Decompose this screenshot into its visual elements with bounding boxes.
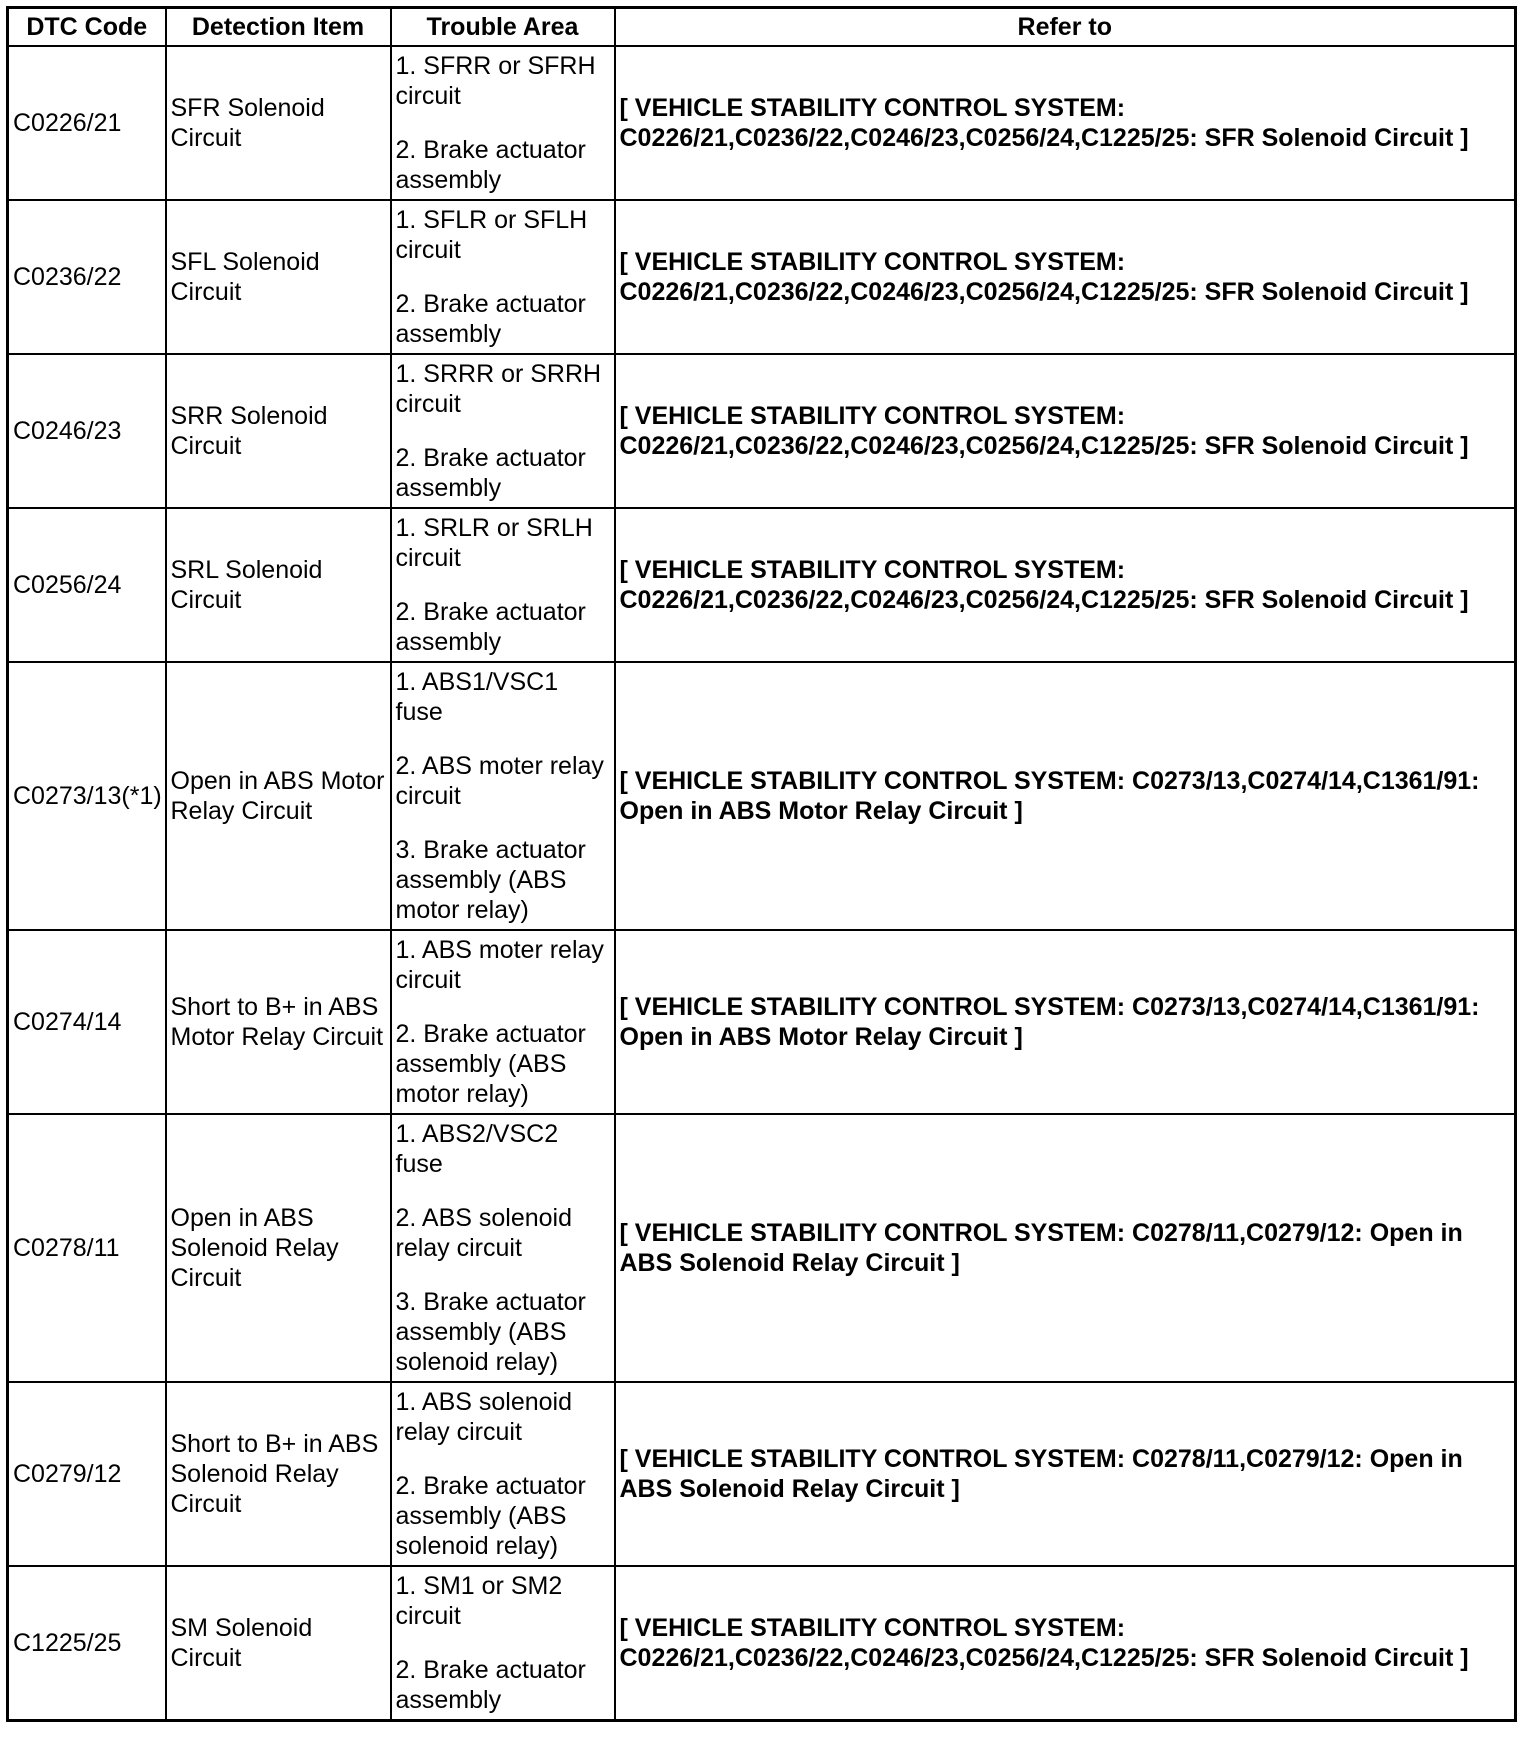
trouble-area-list [396, 667, 610, 925]
trouble-area-list [396, 935, 610, 1109]
header-trouble-area: Trouble Area [391, 8, 615, 47]
refer-to-cell: [ VEHICLE STABILITY CONTROL SYSTEM: C0226/21,C0236/22,C0246/23,C0256/24,C1225/25: SFR Solenoid Circuit ] [615, 508, 1516, 662]
table-row [8, 1382, 1516, 1566]
trouble-area-list [396, 1119, 610, 1377]
trouble-area-list [396, 51, 610, 195]
trouble-area-cell [391, 662, 615, 930]
trouble-area-item: 1. SRRR or SRRH circuit [395, 360, 602, 418]
refer-to-cell: [ VEHICLE STABILITY CONTROL SYSTEM: C0226/21,C0236/22,C0246/23,C0256/24,C1225/25: SFR Solenoid Circuit ] [615, 354, 1516, 508]
trouble-area-item: 2. ABS solenoid relay circuit [395, 1204, 573, 1262]
detection-item-cell: Short to B+ in ABS Solenoid Relay Circuit [166, 1382, 391, 1566]
dtc-code-cell: C0236/22 [8, 200, 166, 354]
trouble-area-item: 2. Brake actuator assembly (ABS motor relay) [395, 1020, 586, 1108]
trouble-area-cell [391, 930, 615, 1114]
table-row [8, 1114, 1516, 1382]
table-body [8, 46, 1516, 1721]
trouble-area-cell [391, 508, 615, 662]
dtc-table [6, 6, 1517, 1722]
refer-to-cell: [ VEHICLE STABILITY CONTROL SYSTEM: C0273/13,C0274/14,C1361/91: Open in ABS Motor Relay Circuit ] [615, 662, 1516, 930]
trouble-area-item: 1. SFRR or SFRH circuit [395, 52, 596, 110]
refer-to-cell: [ VEHICLE STABILITY CONTROL SYSTEM: C0278/11,C0279/12: Open in ABS Solenoid Relay Circuit ] [615, 1114, 1516, 1382]
detection-item-cell: Short to B+ in ABS Motor Relay Circuit [166, 930, 391, 1114]
trouble-area-item: 2. Brake actuator assembly [395, 136, 586, 194]
table-row [8, 508, 1516, 662]
trouble-area-item: 2. ABS moter relay circuit [395, 752, 604, 810]
trouble-area-list [396, 513, 610, 657]
table-row [8, 46, 1516, 200]
trouble-area-cell [391, 1566, 615, 1721]
detection-item-cell: SM Solenoid Circuit [166, 1566, 391, 1721]
trouble-area-item: 1. ABS2/VSC2 fuse [395, 1120, 559, 1178]
dtc-code-cell: C1225/25 [8, 1566, 166, 1721]
table-row [8, 200, 1516, 354]
trouble-area-list [396, 359, 610, 503]
refer-to-cell: [ VEHICLE STABILITY CONTROL SYSTEM: C0273/13,C0274/14,C1361/91: Open in ABS Motor Relay Circuit ] [615, 930, 1516, 1114]
trouble-area-item: 1. ABS solenoid relay circuit [395, 1388, 573, 1446]
trouble-area-item: 3. Brake actuator assembly (ABS solenoid relay) [395, 1288, 586, 1376]
trouble-area-cell [391, 354, 615, 508]
header-refer-to: Refer to [615, 8, 1516, 47]
dtc-code-cell: C0273/13(*1) [8, 662, 166, 930]
detection-item-cell: SFR Solenoid Circuit [166, 46, 391, 200]
trouble-area-item: 1. SM1 or SM2 circuit [395, 1572, 563, 1630]
dtc-code-cell: C0226/21 [8, 46, 166, 200]
trouble-area-item: 2. Brake actuator assembly (ABS solenoid relay) [395, 1472, 586, 1560]
refer-to-cell: [ VEHICLE STABILITY CONTROL SYSTEM: C0226/21,C0236/22,C0246/23,C0256/24,C1225/25: SFR Solenoid Circuit ] [615, 200, 1516, 354]
detection-item-cell: SRR Solenoid Circuit [166, 354, 391, 508]
trouble-area-cell [391, 1382, 615, 1566]
detection-item-cell: Open in ABS Solenoid Relay Circuit [166, 1114, 391, 1382]
trouble-area-item: 1. SFLR or SFLH circuit [395, 206, 588, 264]
detection-item-cell: Open in ABS Motor Relay Circuit [166, 662, 391, 930]
header-dtc-code: DTC Code [8, 8, 166, 47]
table-row [8, 930, 1516, 1114]
dtc-code-cell: C0279/12 [8, 1382, 166, 1566]
dtc-code-cell: C0246/23 [8, 354, 166, 508]
refer-to-cell: [ VEHICLE STABILITY CONTROL SYSTEM: C0278/11,C0279/12: Open in ABS Solenoid Relay Circuit ] [615, 1382, 1516, 1566]
dtc-code-cell: C0278/11 [8, 1114, 166, 1382]
table-header [8, 8, 1516, 47]
trouble-area-item: 2. Brake actuator assembly [395, 598, 586, 656]
refer-to-cell: [ VEHICLE STABILITY CONTROL SYSTEM: C0226/21,C0236/22,C0246/23,C0256/24,C1225/25: SFR Solenoid Circuit ] [615, 1566, 1516, 1721]
dtc-code-cell: C0256/24 [8, 508, 166, 662]
trouble-area-item: 2. Brake actuator assembly [395, 290, 586, 348]
trouble-area-item: 2. Brake actuator assembly [395, 1656, 586, 1714]
trouble-area-list [396, 1571, 610, 1715]
trouble-area-item: 2. Brake actuator assembly [395, 444, 586, 502]
trouble-area-item: 1. ABS moter relay circuit [395, 936, 604, 994]
trouble-area-cell [391, 1114, 615, 1382]
table-row [8, 662, 1516, 930]
trouble-area-cell [391, 46, 615, 200]
refer-to-cell: [ VEHICLE STABILITY CONTROL SYSTEM: C0226/21,C0236/22,C0246/23,C0256/24,C1225/25: SFR Solenoid Circuit ] [615, 46, 1516, 200]
header-row [8, 8, 1516, 47]
trouble-area-list [396, 1387, 610, 1561]
trouble-area-item: 1. SRLR or SRLH circuit [395, 514, 593, 572]
detection-item-cell: SRL Solenoid Circuit [166, 508, 391, 662]
trouble-area-item: 3. Brake actuator assembly (ABS motor relay) [395, 836, 586, 924]
detection-item-cell: SFL Solenoid Circuit [166, 200, 391, 354]
trouble-area-cell [391, 200, 615, 354]
table-row [8, 1566, 1516, 1721]
header-detection-item: Detection Item [166, 8, 391, 47]
trouble-area-list [396, 205, 610, 349]
dtc-code-cell: C0274/14 [8, 930, 166, 1114]
table-row [8, 354, 1516, 508]
trouble-area-item: 1. ABS1/VSC1 fuse [395, 668, 559, 726]
